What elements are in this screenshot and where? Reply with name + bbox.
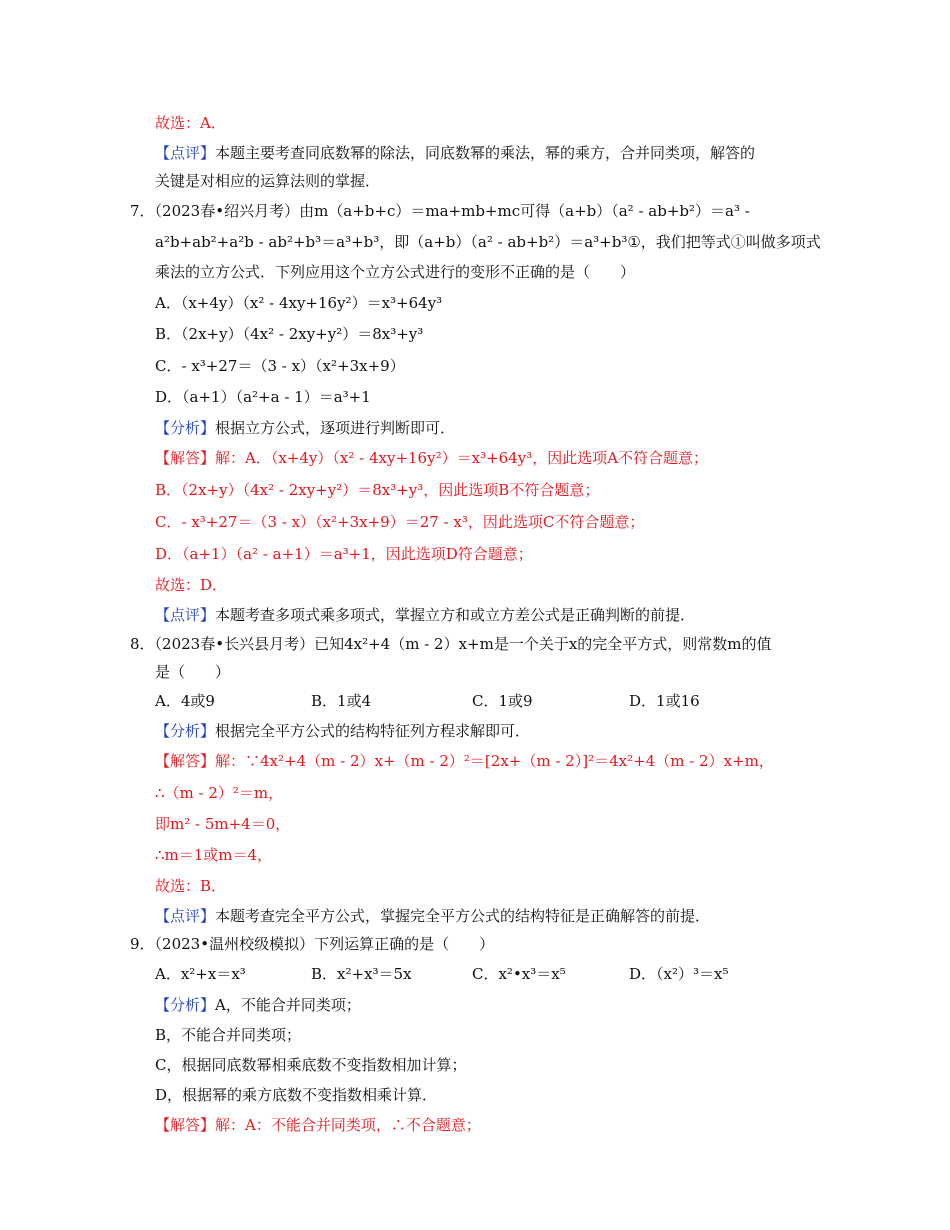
question-8-option-d: D．1或16 [629, 692, 700, 710]
question-9-analysis-2: B，不能合并同类项； [155, 1026, 302, 1044]
question-7-line-1: 7．（2023春•绍兴月考）由m（a+b+c）＝ma+mb+mc可得（a+b）（a² - ab+b²）＝a³ - [130, 202, 750, 220]
question-8-solution-3: 即m² - 5m+4＝0， [155, 815, 291, 833]
question-8-option-b: B．1或4 [311, 692, 372, 710]
question-7-option-d: D．（a+1）（a²+a - 1）＝a³+1 [155, 388, 371, 406]
solution-label: 【解答】 [155, 752, 216, 770]
question-7-analysis [155, 418, 455, 438]
analysis-text: 根据立方公式，逐项进行判断即可． [215, 419, 456, 437]
analysis-label: 【分析】 [155, 996, 216, 1014]
question-9-analysis-1 [155, 995, 361, 1015]
review-label: 【点评】 [155, 907, 216, 925]
question-7-solution-3: C．- x³+27＝（3 - x）（x²+3x+9）＝27 - x³，因此选项C不符合题意； [155, 513, 645, 531]
question-8-choose: 故选：B． [155, 877, 227, 895]
question-8-solution-2: ∴（m - 2）²＝m， [155, 784, 284, 802]
question-9-line-1: 9．（2023•温州校级模拟）下列运算正确的是（ ） [130, 935, 495, 953]
question-9-option-a: A．x²+x＝x³ [155, 965, 246, 983]
question-7-line-3: 乘法的立方公式．下列应用这个立方公式进行的变形不正确的是（ ） [155, 263, 636, 281]
question-7-option-c: C．- x³+27＝（3 - x）（x²+3x+9） [155, 357, 405, 375]
question-7-solution-2: B．（2x+y）（4x² - 2xy+y²）＝8x³+y³，因此选项B不符合题意； [155, 481, 600, 499]
question-7-option-b: B．（2x+y）（4x² - 2xy+y²）＝8x³+y³ [155, 325, 424, 343]
analysis-text: A，不能合并同类项； [215, 996, 361, 1014]
question-7-solution-1 [155, 448, 708, 468]
question-8-analysis [155, 721, 530, 741]
review-text: 本题主要考查同底数幂的除法，同底数幂的乘法，幂的乘方，合并同类项，解答的 [215, 144, 756, 162]
question-9-solution-1 [155, 1115, 481, 1135]
question-9-analysis-3: C，根据同底数幂相乘底数不变指数相加计算； [155, 1056, 467, 1074]
question-7-line-2: a²b+ab²+a²b - ab²+b³＝a³+b³，即（a+b）（a² - ab+b²）＝a³+b³①，我们把等式①叫做多项式 [155, 233, 821, 251]
review-label: 【点评】 [155, 606, 216, 624]
question-7-solution-4: D．（a+1）（a² - a+1）＝a³+1，因此选项D符合题意； [155, 545, 533, 563]
review-paragraph-prev [155, 143, 755, 163]
solution-text: 解：A．（x+4y）（x² - 4xy+16y²）＝x³+64y³，因此选项A不符合题意； [215, 449, 709, 467]
question-9-option-b: B．x²+x³＝5x [311, 965, 412, 983]
review-text: 本题考查多项式乘多项式，掌握立方和或立方差公式是正确判断的前提． [215, 606, 696, 624]
solution-label: 【解答】 [155, 449, 216, 467]
question-8-option-a: A．4或9 [155, 692, 215, 710]
question-7-choose: 故选：D． [155, 576, 228, 594]
analysis-text: 根据完全平方公式的结构特征列方程求解即可． [215, 722, 531, 740]
review-text-cont: 关键是对相应的运算法则的掌握． [155, 172, 381, 190]
question-9-analysis-4: D，根据幂的乘方底数不变指数相乘计算． [155, 1086, 438, 1104]
solution-text: 解：A：不能合并同类项，∴不合题意； [215, 1116, 481, 1134]
question-9-option-d: D．（x²）³＝x⁵ [629, 965, 729, 983]
question-7-review [155, 605, 695, 625]
question-8-option-c: C．1或9 [472, 692, 533, 710]
question-8-review [155, 906, 710, 926]
review-text: 本题考查完全平方公式，掌握完全平方公式的结构特征是正确解答的前提． [215, 907, 711, 925]
choose-answer-prev: 故选：A． [155, 114, 226, 132]
solution-text: 解：∵4x²+4（m - 2）x+（m - 2）²＝[2x+（m - 2）]²＝4x²+4（m - 2）x+m， [215, 752, 774, 770]
question-8-solution-1 [155, 751, 774, 771]
question-8-line-1: 8．（2023春•长兴县月考）已知4x²+4（m - 2）x+m是一个关于x的完全平方式，则常数m的值 [130, 635, 772, 653]
question-7-option-a: A．（x+4y）（x² - 4xy+16y²）＝x³+64y³ [155, 294, 443, 312]
analysis-label: 【分析】 [155, 722, 216, 740]
solution-label: 【解答】 [155, 1116, 216, 1134]
question-8-solution-4: ∴m＝1或m＝4， [155, 846, 273, 864]
question-8-line-2: 是（ ） [155, 663, 231, 681]
analysis-label: 【分析】 [155, 419, 216, 437]
question-9-option-c: C．x²•x³＝x⁵ [472, 965, 566, 983]
review-label: 【点评】 [155, 144, 216, 162]
